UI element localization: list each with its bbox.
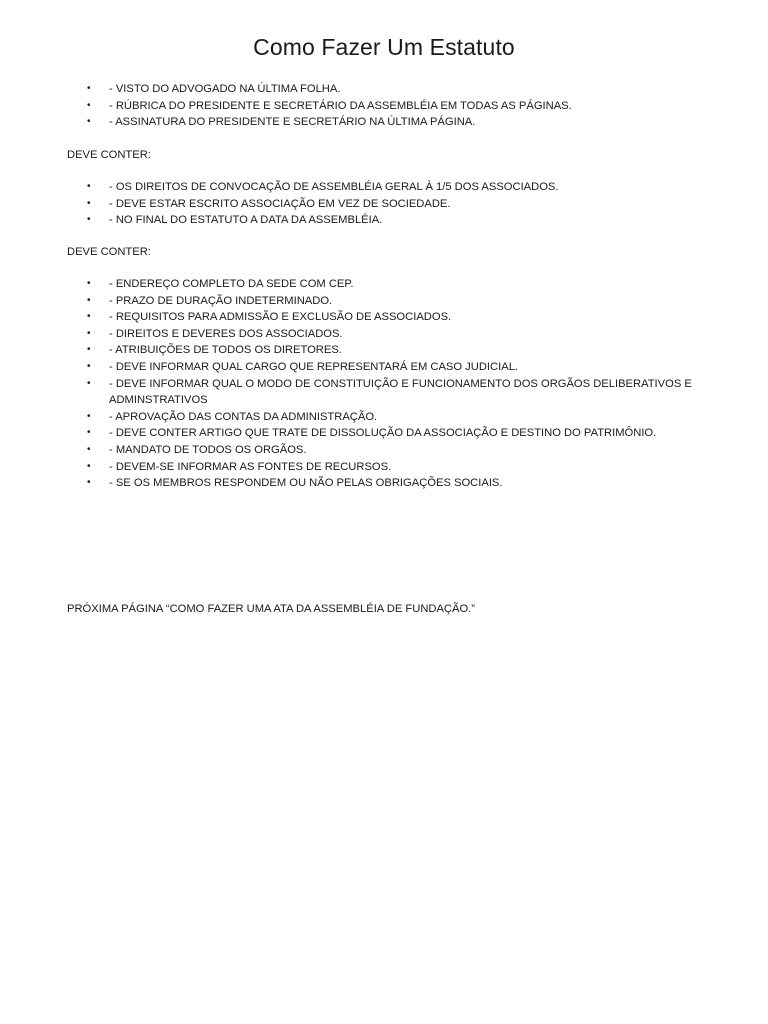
bullet-icon: • bbox=[87, 99, 91, 111]
list-item bbox=[0, 114, 768, 131]
list-item bbox=[0, 293, 768, 310]
bullet-icon: • bbox=[87, 116, 91, 128]
bullet-icon: • bbox=[87, 294, 91, 306]
list-item bbox=[0, 459, 768, 476]
list-item bbox=[0, 98, 768, 115]
list-item-text: - ATRIBUIÇÕES DE TODOS OS DIRETORES. bbox=[109, 344, 342, 357]
list-item-text: - REQUISITOS PARA ADMISSÃO E EXCLUSÃO DE ASSOCIADOS. bbox=[109, 311, 452, 324]
bullet-icon: • bbox=[87, 377, 91, 389]
list-item bbox=[0, 276, 768, 293]
list-item bbox=[0, 409, 768, 426]
list-item-text: - RÚBRICA DO PRESIDENTE E SECRETÁRIO DA ASSEMBLÉIA EM TODAS AS PÁGINAS. bbox=[109, 99, 572, 112]
list-item bbox=[0, 196, 768, 213]
list-item bbox=[0, 376, 768, 409]
section-label-deve-conter-2: DEVE CONTER: bbox=[67, 246, 151, 258]
next-page-note: PRÓXIMA PÁGINA “COMO FAZER UMA ATA DA ASSEMBLÉIA DE FUNDAÇÃO.” bbox=[67, 603, 476, 615]
list-item-text: - DIREITOS E DEVERES DOS ASSOCIADOS. bbox=[109, 327, 343, 340]
list-item bbox=[0, 326, 768, 343]
bullet-icon: • bbox=[87, 311, 91, 323]
list-item bbox=[0, 475, 768, 492]
bullet-icon: • bbox=[87, 181, 91, 192]
bullet-icon: • bbox=[87, 214, 91, 226]
list-item-text: - MANDATO DE TODOS OS ORGÃOS. bbox=[109, 443, 307, 456]
bullet-icon: • bbox=[87, 427, 91, 439]
list-item-text: - DEVEM-SE INFORMAR AS FONTES DE RECURSOS. bbox=[109, 460, 392, 473]
list-item bbox=[0, 212, 768, 229]
bullet-icon: • bbox=[87, 278, 91, 289]
content-list-1 bbox=[0, 179, 768, 229]
bullet-icon: • bbox=[87, 344, 91, 356]
bullet-icon: • bbox=[87, 197, 91, 209]
page-title: Como Fazer Um Estatuto bbox=[253, 34, 515, 60]
list-item-text: - OS DIREITOS DE CONVOCAÇÃO DE ASSEMBLÉIA GERAL À 1/5 DOS ASSOCIADOS. bbox=[109, 181, 559, 193]
list-item-text: - NO FINAL DO ESTATUTO A DATA DA ASSEMBLÉIA. bbox=[109, 214, 383, 227]
requirements-list bbox=[0, 81, 768, 131]
list-item-text: - APROVAÇÃO DAS CONTAS DA ADMINISTRAÇÃO. bbox=[109, 410, 378, 423]
requirements-list-section bbox=[0, 81, 768, 131]
list-item-text: - PRAZO DE DURAÇÃO INDETERMINADO. bbox=[109, 294, 333, 307]
list-item bbox=[0, 425, 768, 442]
bullet-icon: • bbox=[87, 443, 91, 455]
bullet-icon: • bbox=[87, 460, 91, 472]
list-item-text: - ASSINATURA DO PRESIDENTE E SECRETÁRIO NA ÚLTIMA PÁGINA. bbox=[109, 116, 476, 129]
bullet-icon: • bbox=[87, 327, 91, 339]
list-item-text: - SE OS MEMBROS RESPONDEM OU NÃO PELAS OBRIGAÇÕES SOCIAIS. bbox=[109, 477, 503, 490]
list-item bbox=[0, 309, 768, 326]
content-list-section-2 bbox=[0, 276, 768, 492]
list-item bbox=[0, 81, 768, 98]
list-item bbox=[0, 342, 768, 359]
list-item-text: - DEVE INFORMAR QUAL O MODO DE CONSTITUIÇÃO E FUNCIONAMENTO DOS ORGÃOS DELIBERATIVOS E ADMINSTRATIVOS bbox=[109, 377, 692, 407]
bullet-icon: • bbox=[87, 360, 91, 372]
content-list-section-1 bbox=[0, 179, 768, 229]
bullet-icon: • bbox=[87, 410, 91, 422]
list-item-text: - VISTO DO ADVOGADO NA ÚLTIMA FOLHA. bbox=[109, 83, 341, 95]
list-item-text: - DEVE INFORMAR QUAL CARGO QUE REPRESENTARÁ EM CASO JUDICIAL. bbox=[109, 360, 519, 373]
list-item bbox=[0, 359, 768, 376]
content-list-2 bbox=[0, 276, 768, 492]
list-item-text: - DEVE ESTAR ESCRITO ASSOCIAÇÃO EM VEZ DE SOCIEDADE. bbox=[109, 197, 451, 210]
list-item-text: - DEVE CONTER ARTIGO QUE TRATE DE DISSOLUÇÃO DA ASSOCIAÇÃO E DESTINO DO PATRIMÔNIO. bbox=[109, 427, 657, 440]
bullet-icon: • bbox=[87, 83, 91, 94]
section-label-deve-conter-1: DEVE CONTER: bbox=[67, 149, 151, 161]
list-item bbox=[0, 179, 768, 196]
list-item bbox=[0, 442, 768, 459]
bullet-icon: • bbox=[87, 477, 91, 489]
list-item-text: - ENDEREÇO COMPLETO DA SEDE COM CEP. bbox=[109, 278, 354, 290]
